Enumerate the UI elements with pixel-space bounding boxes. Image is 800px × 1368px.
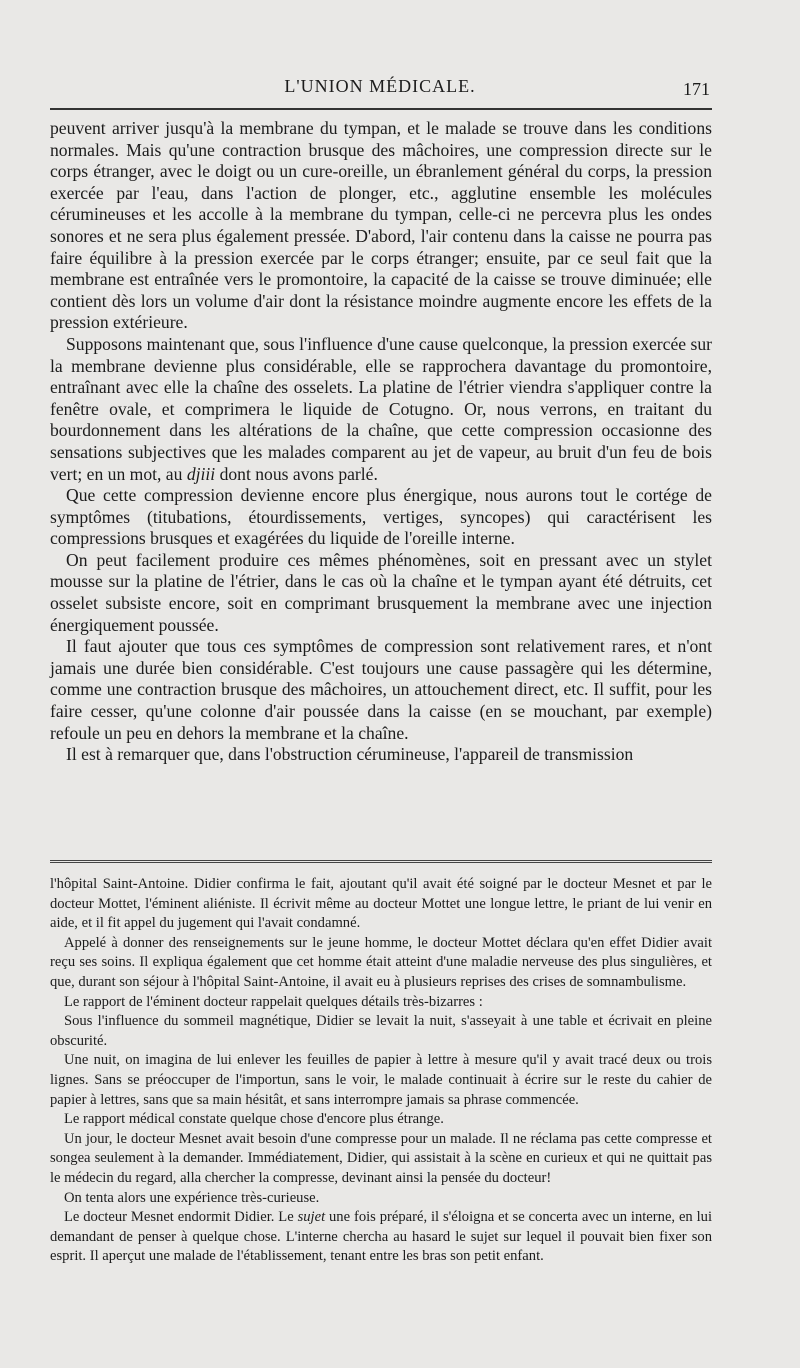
paragraph: peuvent arriver jusqu'à la membrane du tympan, et le malade se trouve dans les conditions normales. Mais qu'une contraction brusque des mâchoires, une compression directe sur le corps étranger, avec le doigt ou un cure-oreille, un ébranlement général du corps, la pression exercée par l'eau, dans l'action de plonger, etc., agglutine ensemble les molécules cérumineuses et les accolle à la membrane du tympan, celle-ci ne percevra plus les ondes sonores et ne sera plus également pressée. D'abord, l'air contenu dans la caisse ne pourra pas faire équilibre à la pression exercée par le corps étranger; ensuite, par ce seul fait que la membrane est entraînée vers le promontoire, la capacité de la caisse se trouve diminuée; elle contient dès lors un volume d'air dont la résistance moindre augmente encore les effets de la pression extérieure. [50, 118, 712, 333]
running-title: L'UNION MÉDICALE. [284, 76, 476, 96]
paragraph: Supposons maintenant que, sous l'influence d'une cause quelconque, la pression exercée sur la membrane devienne plus considérable, elle se rapprochera davantage du promontoire, entraînant avec elle la chaîne des osselets. La platine de l'étrier viendra s'appliquer contre la fenêtre ovale, et comprimera le liquide de Cotugno. Or, nous verrons, en traitant du bourdonnement dans les altérations de la chaîne, que cette compression occasionne des sensations subjectives que les malades comparent au jet de vapeur, au bruit d'un feu de bois vert; en un mot, au djiii dont nous avons parlé. [50, 333, 712, 484]
paragraph: Il est à remarquer que, dans l'obstruction cérumineuse, l'appareil de transmission [66, 744, 634, 765]
footnote-paragraph: Le rapport médical constate quelque chose d'encore plus étrange. [64, 1111, 444, 1128]
footnote-paragraph: Le rapport de l'éminent docteur rappelait quelques détails très-bizarres : [64, 993, 483, 1010]
footnote-paragraph: Une nuit, on imagina de lui enlever les feuilles de papier à lettre à mesure qu'il y avait tracé deux ou trois lignes. Sans se préoccuper de l'importun, sans le voir, le malade continuait à écrire sur le reste du cahier de papier à lettres, sans que sa main hésitât, et sans interrompre jamais sa phrase commencée. [50, 1052, 712, 1108]
footnote-paragraph: Un jour, le docteur Mesnet avait besoin d'une compresse pour un malade. Il ne réclama pas cette compresse et songea seulement à la demander. Immédiatement, Didier, qui assistait à la scène en curieux et qui ne quittait pas le médecin du regard, alla chercher la compresse, devinant ainsi la pensée du docteur! [50, 1130, 712, 1186]
footnote-paragraph: Sous l'influence du sommeil magnétique, Didier se levait la nuit, s'asseyait à une table et écrivait en pleine obscurité. [50, 1013, 712, 1049]
italic-word: djiii [186, 463, 216, 484]
page-number: 171 [683, 79, 710, 99]
footnote-text [50, 875, 712, 1267]
italic-word: sujet [297, 1209, 326, 1226]
footnote-paragraph: l'hôpital Saint-Antoine. Didier confirma le fait, ajoutant qu'il avait été soigné par le docteur Mesnet et par le docteur Mottet, l'éminent aliéniste. Il écrivit même au docteur Mottet une longue lettre, le priant de lui venir en aide, et il fit appel du jugement qui l'avait condamné. [50, 876, 712, 932]
footnote-paragraph: Le docteur Mesnet endormit Didier. Le sujet une fois préparé, il s'éloigna et se concerta avec un interne, en lui demandant de penser à quelque chose. L'interne chercha au hasard le sujet sur lequel il pouvait bien fixer son esprit. Il aperçut une malade de l'établissement, tenant entre les bras son petit enfant. [50, 1209, 712, 1265]
footnote-rule [50, 860, 712, 863]
footnote-paragraph: Appelé à donner des renseignements sur le jeune homme, le docteur Mottet déclara qu'en effet Didier avait reçu ses soins. Il expliqua également que cet homme était atteint d'une maladie nerveuse des plus singulières, et que, durant son séjour à l'hôpital Saint-Antoine, il avait eu à plusieurs reprises des crises de somnambulisme. [50, 934, 712, 990]
footnote-paragraph: On tenta alors une expérience très-curieuse. [64, 1189, 320, 1206]
paragraph: On peut facilement produire ces mêmes phénomènes, soit en pressant avec un stylet mousse sur la platine de l'étrier, dans le cas où la chaîne et le tympan ayant été détruits, cet osselet subsiste encore, soit en comprimant brusquement la membrane avec une injection énergiquement poussée. [50, 549, 712, 635]
page-header [50, 76, 710, 104]
header-rule [50, 108, 712, 110]
main-text [50, 118, 712, 766]
paragraph: Il faut ajouter que tous ces symptômes de compression sont relativement rares, et n'ont jamais une durée bien considérable. C'est toujours une cause passagère qui les détermine, comme une contraction brusque des mâchoires, un attouchement direct, etc. Il suffit, pour les faire cesser, qu'une colonne d'air poussée dans la caisse (en se mouchant, par exemple) refoule un peu en dehors la membrane et la chaîne. [50, 636, 712, 743]
paragraph: Que cette compression devienne encore plus énergique, nous aurons tout le cortége de symptômes (titubations, étourdissements, vertiges, syncopes) qui caractérisent les compressions brusques et exagérées du liquide de l'oreille interne. [50, 485, 712, 549]
